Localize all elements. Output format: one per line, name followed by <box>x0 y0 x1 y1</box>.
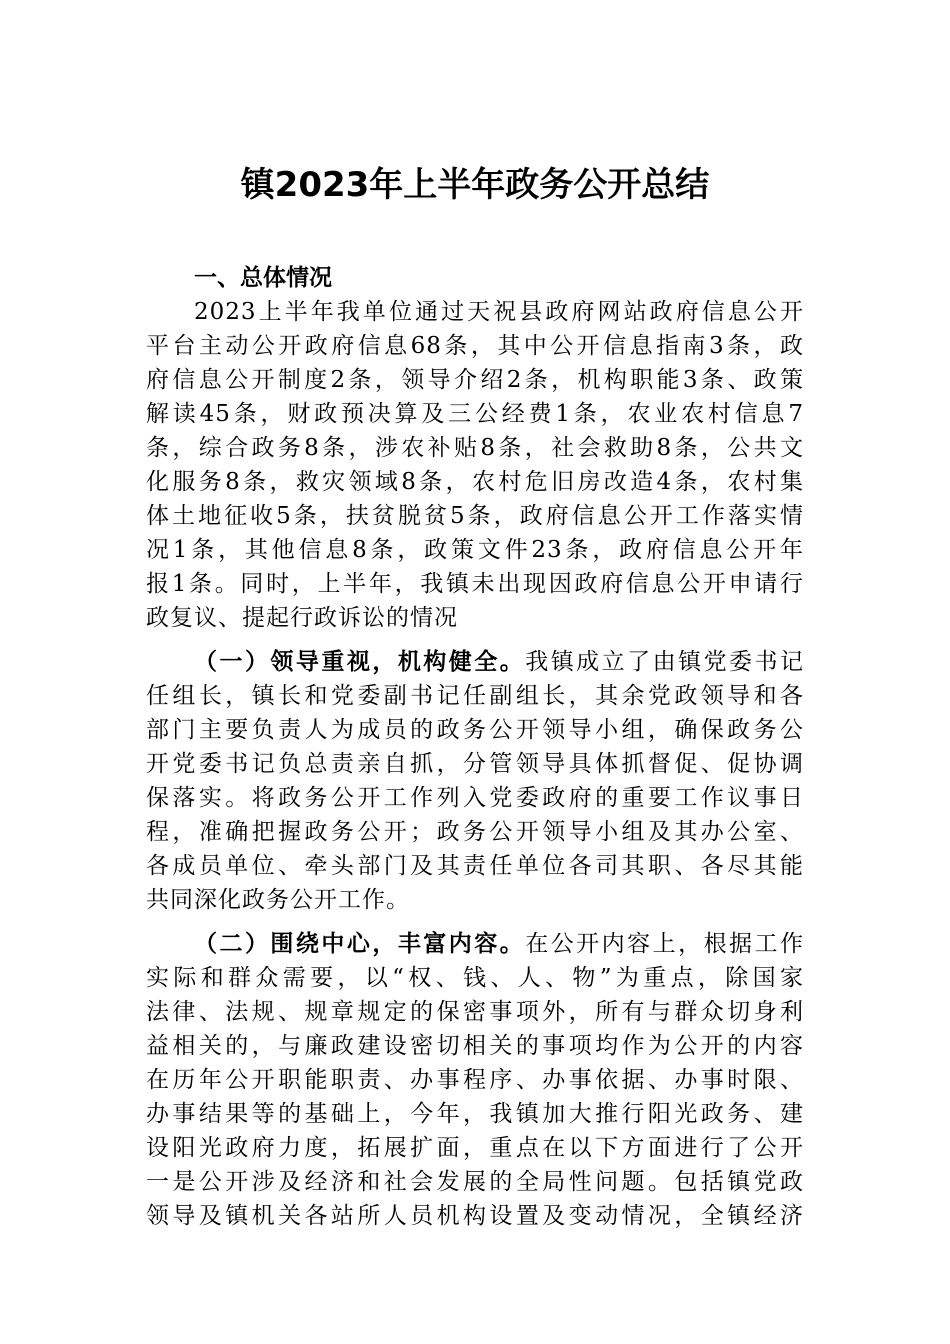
paragraph-line: 各成员单位、牵头部门及其责任单位各司其职、各尽其能 <box>146 853 804 879</box>
paragraph-line: 法律、法规、规章规定的保密事项外，所有与群众切身利 <box>146 999 804 1025</box>
paragraph-line <box>194 644 804 680</box>
paragraph-line: 共同深化政务公开工作。 <box>146 887 410 913</box>
paragraph-line: 条，综合政务8条，涉农补贴8条，社会救助8条，公共文 <box>146 435 804 461</box>
paragraph-line: 办事结果等的基础上，今年，我镇加大推行阳光政务、建 <box>146 1101 804 1127</box>
paragraph-line: 领导及镇机关各站所人员机构设置及变动情况，全镇经济 <box>146 1203 804 1229</box>
paragraph-line <box>194 926 804 962</box>
document-title: 镇2023年上半年政务公开总结 <box>240 165 710 205</box>
paragraph-line: 平台主动公开政府信息68条，其中公开信息指南3条，政 <box>146 333 804 359</box>
section-heading-overview: 一、总体情况 <box>194 265 332 291</box>
paragraph-line: 一是公开涉及经济和社会发展的全局性问题。包括镇党政 <box>146 1169 804 1195</box>
paragraph-line: 况1条，其他信息8条，政策文件23条，政府信息公开年 <box>146 537 804 563</box>
paragraph-text: 我镇成立了由镇党委书记 <box>525 649 805 675</box>
paragraph-line: 2023上半年我单位通过天祝县政府网站政府信息公开 <box>194 299 804 325</box>
paragraph-text: 在公开内容上，根据工作 <box>525 931 805 957</box>
paragraph-line: 解读45条，财政预决算及三公经费1条，农业农村信息7 <box>146 401 804 427</box>
paragraph-line: 报1条。同时，上半年，我镇未出现因政府信息公开申请行 <box>146 571 804 597</box>
paragraph-line: 任组长，镇长和党委副书记任副组长，其余党政领导和各 <box>146 683 804 709</box>
paragraph-line: 设阳光政府力度，拓展扩面，重点在以下方面进行了公开 <box>146 1135 804 1161</box>
subsection-heading-leadership: （一）领导重视，机构健全。 <box>194 649 526 675</box>
paragraph-line: 体土地征收5条，扶贫脱贫5条，政府信息公开工作落实情 <box>146 503 804 529</box>
paragraph-line: 化服务8条，救灾领域8条，农村危旧房改造4条，农村集 <box>146 469 804 495</box>
paragraph-line: 益相关的，与廉政建设密切相关的事项均作为公开的内容 <box>146 1033 804 1059</box>
paragraph-line: 政复议、提起行政诉讼的情况 <box>146 605 458 631</box>
paragraph-line: 实际和群众需要，以“权、钱、人、物”为重点，除国家 <box>146 965 804 991</box>
paragraph-line: 在历年公开职能职责、办事程序、办事依据、办事时限、 <box>146 1067 804 1093</box>
paragraph-line: 府信息公开制度2条，领导介绍2条，机构职能3条、政策 <box>146 367 804 393</box>
paragraph-line: 部门主要负责人为成员的政务公开领导小组，确保政务公 <box>146 717 804 743</box>
paragraph-line: 保落实。将政务公开工作列入党委政府的重要工作议事日 <box>146 785 804 811</box>
paragraph-line: 开党委书记负总责亲自抓，分管领导具体抓督促、促协调 <box>146 751 804 777</box>
paragraph-line: 程，准确把握政务公开；政务公开领导小组及其办公室、 <box>146 819 804 845</box>
subsection-heading-content: （二）围绕中心，丰富内容。 <box>194 931 526 957</box>
